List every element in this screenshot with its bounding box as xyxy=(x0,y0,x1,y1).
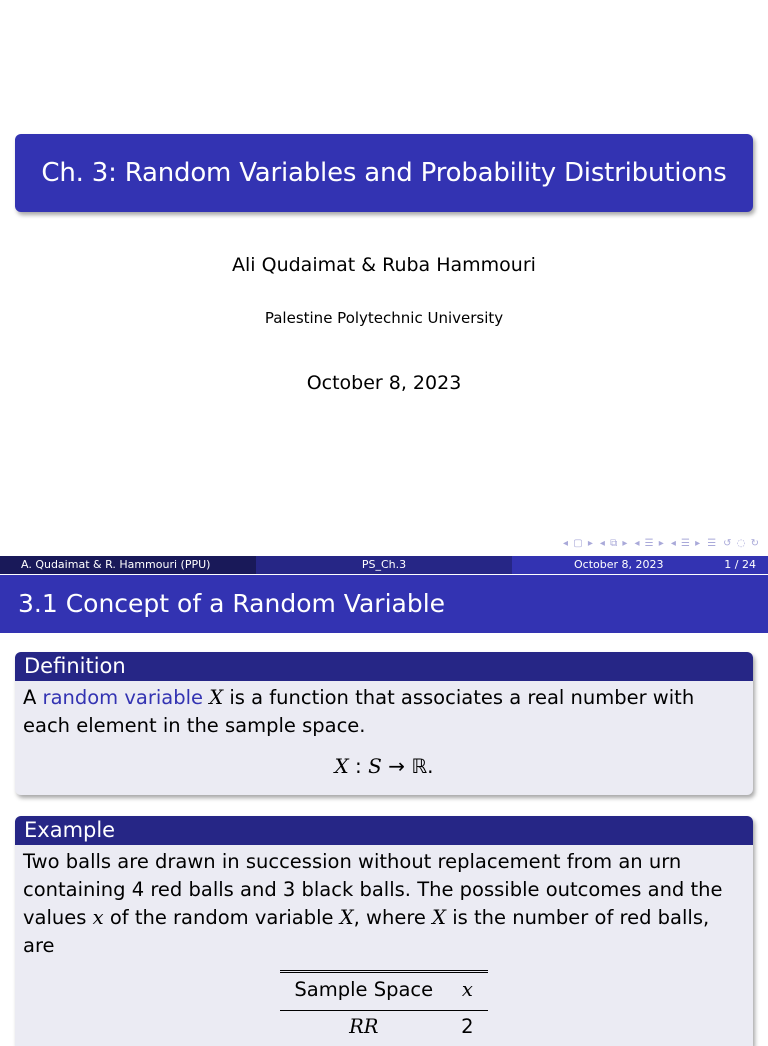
definition-term: random variable xyxy=(42,686,204,709)
definition-block xyxy=(15,652,753,795)
example-X2: X xyxy=(432,906,447,929)
footer-short-title: PS_Ch.3 xyxy=(256,556,512,574)
nav-section-icon[interactable]: ◂ ☰ ▸ xyxy=(670,538,702,549)
sample-space-table xyxy=(280,970,487,1043)
example-text-mid: of the random variable xyxy=(109,906,334,929)
example-text: Two balls are drawn in succession without replacement from an urn containing 4 red balls and 3 black balls. The possible outcomes and the values xyxy=(23,850,723,929)
presentation-title: Ch. 3: Random Variables and Probability Distributions xyxy=(15,134,753,212)
example-x: x xyxy=(92,906,104,929)
definition-var: X xyxy=(209,686,224,709)
nav-slide-icon[interactable]: ◂ ▢ ▸ xyxy=(563,538,594,549)
definition-text-b: is a function that associates a real number with each element in the sample space. xyxy=(23,686,695,737)
table-header-sample-space: Sample Space xyxy=(294,978,434,1001)
nav-align-icon[interactable]: ☰ xyxy=(707,538,718,549)
presentation-date: October 8, 2023 xyxy=(306,372,462,394)
author-names: Ali Qudaimat & Ruba Hammouri xyxy=(232,254,536,276)
footer-right xyxy=(512,556,768,574)
formula-colon: : xyxy=(348,754,369,778)
nav-search-icon[interactable]: ↺ ◌ ↻ xyxy=(723,538,760,549)
example-block xyxy=(15,816,753,1046)
formula-arrow: → xyxy=(381,754,412,778)
table-row xyxy=(280,1011,487,1044)
institute: Palestine Polytechnic University xyxy=(264,309,504,327)
formula-lhs: X xyxy=(334,754,349,778)
definition-header: Definition xyxy=(15,652,753,681)
example-text-end: is the number of red balls, are xyxy=(23,906,710,957)
example-header: Example xyxy=(15,816,753,845)
formula-reals: ℝ. xyxy=(411,754,434,778)
example-body xyxy=(15,845,753,1043)
footer-date: October 8, 2023 xyxy=(574,558,664,571)
formula-sample-space: S xyxy=(368,754,382,778)
nav-subsection-icon[interactable]: ◂ ☰ ▸ xyxy=(634,538,665,549)
definition-formula xyxy=(23,752,745,780)
footer-page-number: 1 / 24 xyxy=(724,558,756,571)
slide-footer xyxy=(0,556,768,574)
table-header-x: x xyxy=(461,978,473,1001)
definition-body xyxy=(15,681,753,780)
example-text-where: , where xyxy=(353,906,426,929)
definition-text-a: A xyxy=(23,686,43,709)
footer-authors: A. Qudaimat & R. Hammouri (PPU) xyxy=(0,556,256,574)
table-cell-x: 2 xyxy=(461,1015,474,1038)
table-cell-sample: RR xyxy=(349,1015,379,1038)
example-X1: X xyxy=(339,906,354,929)
frame-title: 3.1 Concept of a Random Variable xyxy=(0,575,768,633)
nav-frame-icon[interactable]: ◂ ⧉ ▸ xyxy=(599,538,629,549)
beamer-navigation-bar xyxy=(563,538,760,549)
